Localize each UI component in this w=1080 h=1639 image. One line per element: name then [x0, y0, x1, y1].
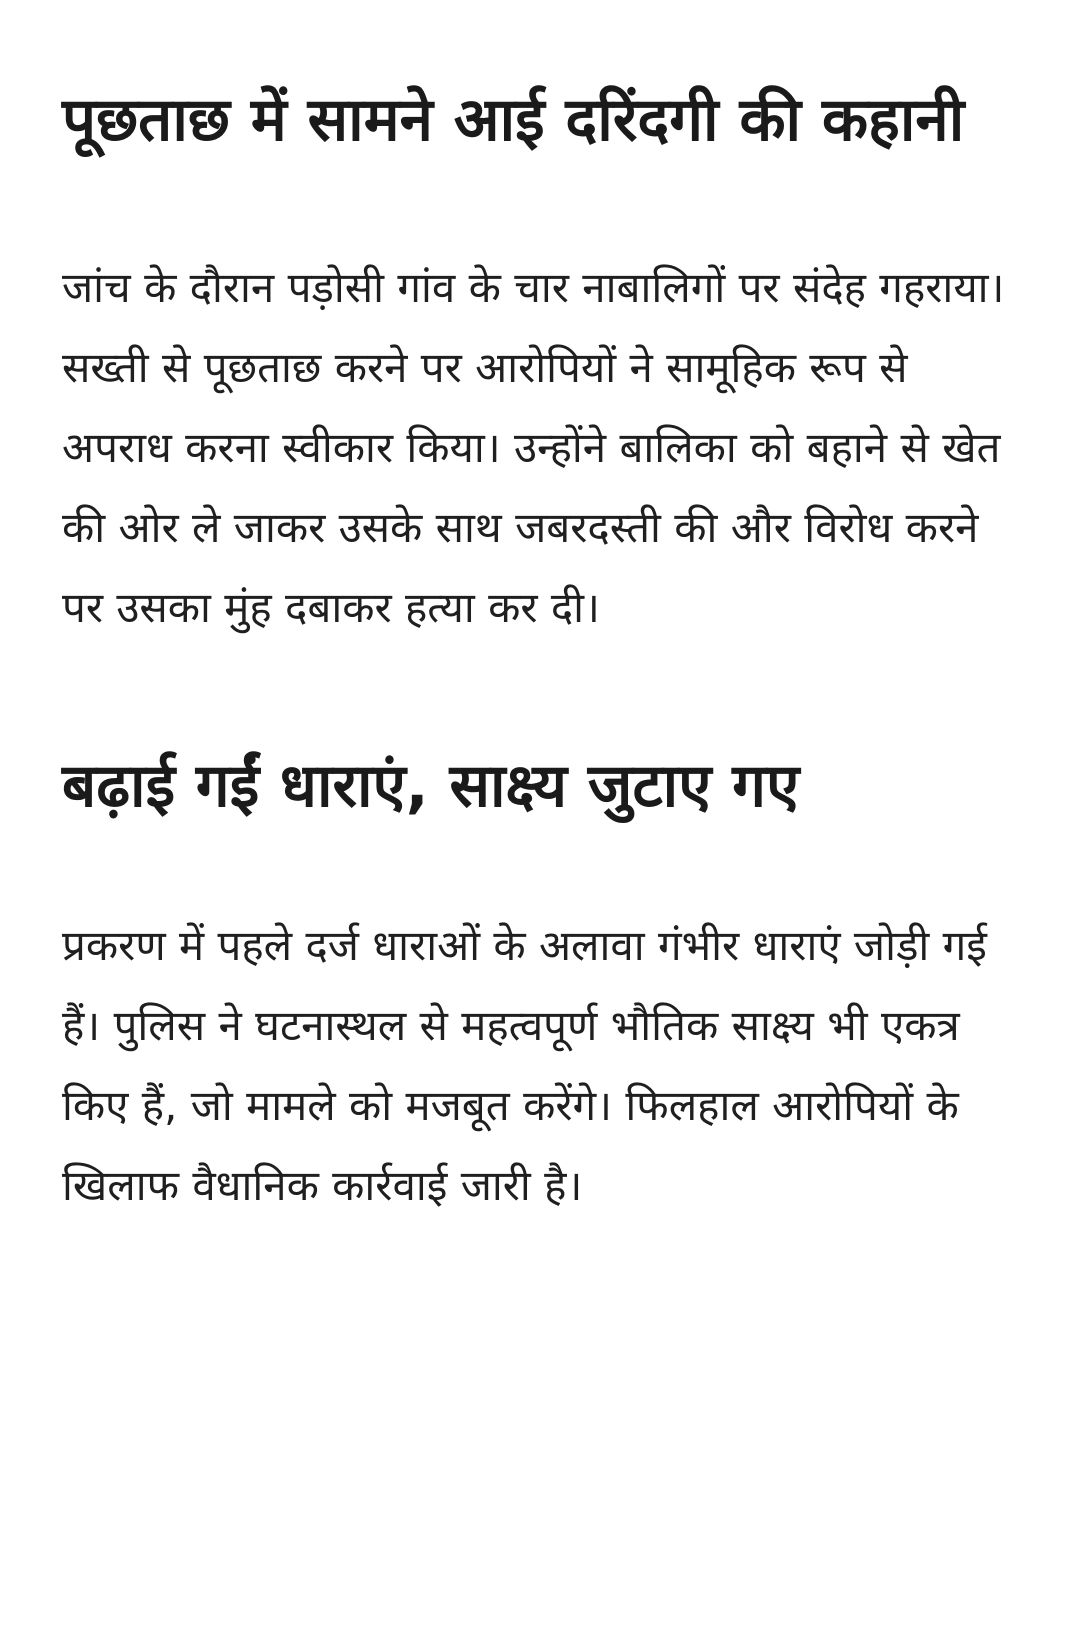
section-heading: पूछताछ में सामने आई दरिंदगी की कहानी	[62, 85, 965, 155]
section-heading: बढ़ाई गईं धाराएं, साक्ष्य जुटाए गए	[62, 751, 800, 821]
section-paragraph: प्रकरण में पहले दर्ज धाराओं के अलावा गंभीर धाराएं जोड़ी गई हैं। पुलिस ने घटनास्थल से महत्वपूर्ण भौतिक साक्ष्य भी एकत्र किए हैं, जो मामले को मजबूत करेंगे। फिलहाल आरोपियों के खिलाफ वैधानिक कार्रवाई जारी है।	[62, 921, 987, 1210]
section-paragraph: जांच के दौरान पड़ोसी गांव के चार नाबालिगों पर संदेह गहराया। सख्ती से पूछताछ करने पर आरोपियों ने सामूहिक रूप से अपराध करना स्वीकार किया। उन्होंने बालिका को बहाने से खेत की ओर ले जाकर उसके साथ जबरदस्ती की और विरोध करने पर उसका मुंह दबाकर हत्या कर दी।	[62, 263, 1005, 632]
